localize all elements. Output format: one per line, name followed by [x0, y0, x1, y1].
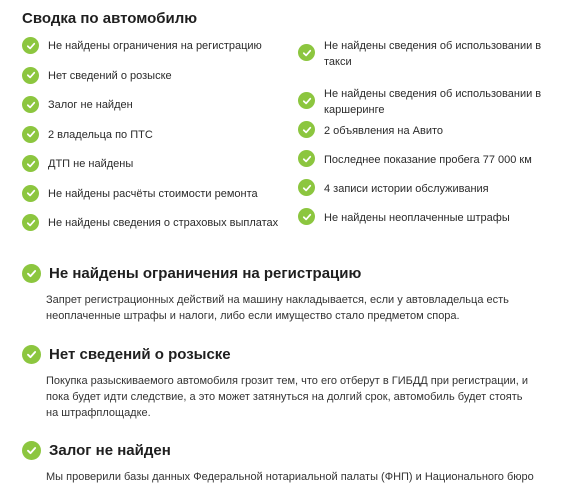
check-circle-icon [298, 150, 315, 167]
section-description: Запрет регистрационных действий на машину накладывается, если у автовладельца есть неоплаченные штрафы и налоги, либо если имущество стало предметом спора. [46, 294, 509, 322]
summary-item [22, 125, 292, 155]
check-circle-icon [298, 208, 315, 225]
section-pledge [22, 441, 547, 485]
check-circle-icon [22, 441, 41, 460]
check-circle-icon [298, 179, 315, 196]
check-circle-icon [22, 345, 41, 364]
section-description: Покупка разыскиваемого автомобиля грозит тем, что его отберут в ГИБДД при регистрации, и пока будет идти следствие, а это может затянуться на долгий срок, автомобиль будет стоять на штрафплощадке. [46, 375, 529, 419]
summary-item-label: Нет сведений о розыске [48, 69, 172, 82]
summary-item [298, 208, 548, 237]
check-circle-icon [22, 37, 39, 54]
summary-item-label: Не найдены расчёты стоимости ремонта [48, 187, 258, 200]
summary-item-label: Не найдены неоплаченные штрафы [324, 212, 510, 224]
summary-item-label: 4 записи истории обслуживания [324, 183, 489, 195]
summary-item-label: ДТП не найдены [48, 158, 134, 170]
check-circle-icon [22, 185, 39, 202]
summary-right-column [298, 36, 548, 237]
summary-item-label: Залог не найден [48, 99, 133, 111]
check-circle-icon [22, 126, 39, 143]
check-circle-icon [22, 214, 39, 231]
section-title: Нет сведений о розыске [49, 346, 231, 363]
summary-item [298, 179, 548, 208]
summary-item-label: 2 объявления на Авито [324, 125, 444, 137]
summary-title: Сводка по автомобилю [22, 10, 198, 27]
summary-item [22, 36, 292, 66]
summary-left-column [22, 36, 292, 243]
check-circle-icon [298, 121, 315, 138]
summary-item [298, 84, 548, 121]
check-circle-icon [22, 155, 39, 172]
check-circle-icon [22, 96, 39, 113]
summary-item-label: Не найдены сведения об использовании в каршеринге [324, 88, 542, 116]
summary-item [298, 36, 548, 84]
summary-item-label: 2 владельца по ПТС [48, 128, 153, 141]
check-circle-icon [298, 44, 315, 61]
section-title: Не найдены ограничения на регистрацию [49, 265, 362, 282]
check-circle-icon [22, 67, 39, 84]
summary-item [22, 213, 292, 243]
section-title: Залог не найден [49, 442, 171, 459]
summary-item-label: Не найдены ограничения на регистрацию [48, 40, 262, 52]
summary-item [22, 154, 292, 184]
check-circle-icon [298, 92, 315, 109]
summary-item-label: Последнее показание пробега 77 000 км [324, 154, 532, 166]
summary-item [298, 150, 548, 179]
section-header [22, 264, 547, 283]
section-registration [22, 264, 547, 324]
section-description: Мы проверили базы данных Федеральной нотариальной палаты (ФНП) и Национального бюро [46, 471, 534, 483]
section-header [22, 345, 547, 364]
section-wanted [22, 345, 547, 421]
summary-item [298, 121, 548, 150]
summary-item-label: Не найдены сведения об использовании в такси [324, 40, 542, 68]
section-header [22, 441, 547, 460]
summary-item-label: Не найдены сведения о страховых выплатах [48, 217, 279, 229]
summary-item [22, 184, 292, 214]
check-circle-icon [22, 264, 41, 283]
summary-item [22, 66, 292, 96]
summary-item [22, 95, 292, 125]
